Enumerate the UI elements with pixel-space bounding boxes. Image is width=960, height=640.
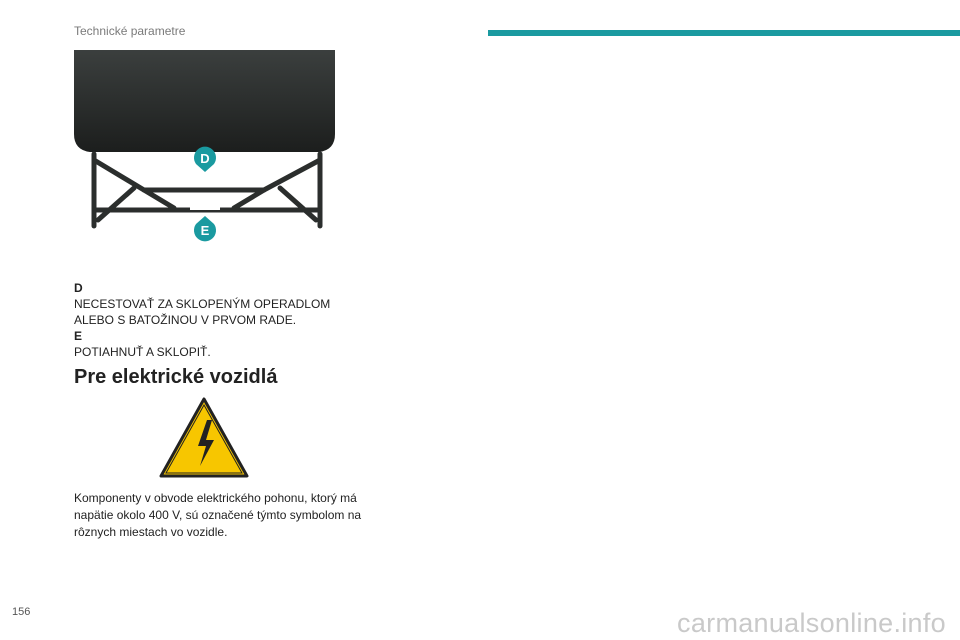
caption-d-text: NECESTOVAŤ ZA SKLOPENÝM OPERADLOM ALEBO S BATOŽINOU V PRVOM RADE. <box>74 297 331 327</box>
callout-e-label: E <box>200 223 210 238</box>
caption-d-key: D <box>74 281 83 295</box>
high-voltage-warning-icon <box>158 396 250 480</box>
section-body: Komponenty v obvode elektrického pohonu, ktorý má napätie okolo 400 V, sú označené týmto symbolom na rôznych miestach vo vozidle. <box>74 491 362 539</box>
figure-captions <box>74 280 354 360</box>
caption-e-text: POTIAHNUŤ A SKLOPIŤ. <box>74 345 211 359</box>
page-number: 156 <box>12 606 31 618</box>
callout-d-icon <box>194 147 216 172</box>
caption-e-key: E <box>74 329 83 343</box>
page-header-title: Technické parametre <box>74 24 186 38</box>
callout-e-icon <box>194 216 216 241</box>
seat-fold-illustration <box>74 50 336 250</box>
section-title: Pre elektrické vozidlá <box>74 366 278 388</box>
accent-bar <box>488 30 960 36</box>
frame-markers <box>190 178 220 210</box>
watermark: carmanualsonline.info <box>677 608 946 638</box>
callout-d-label: D <box>200 151 210 166</box>
seat-cushion <box>74 50 335 152</box>
